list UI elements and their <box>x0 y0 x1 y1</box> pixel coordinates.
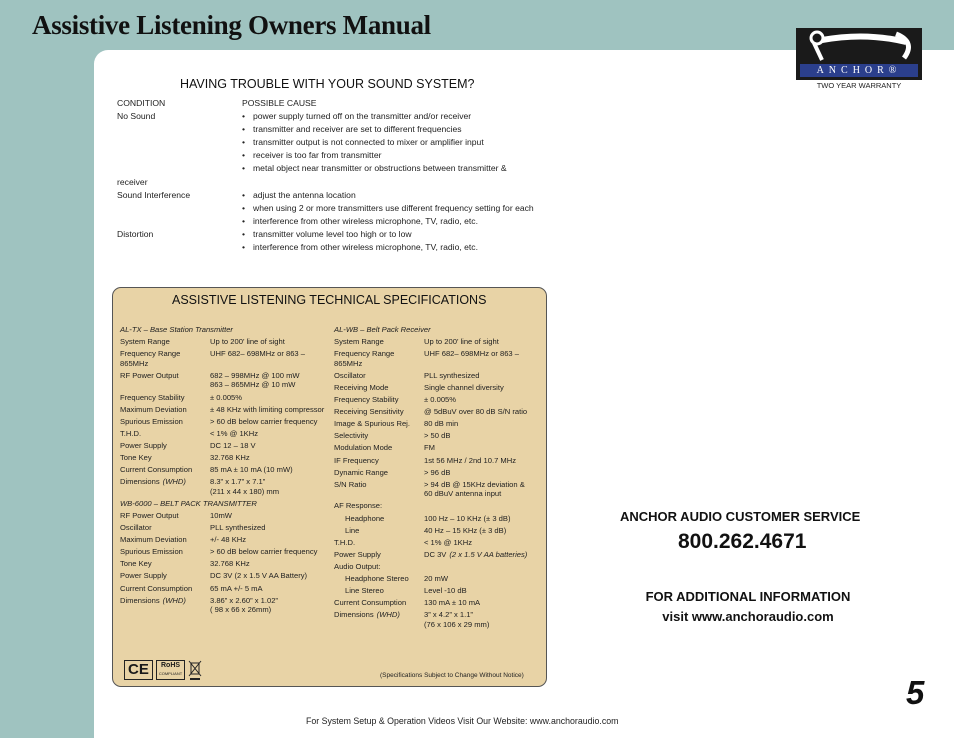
spec-value <box>424 443 534 453</box>
spec-row <box>120 337 332 347</box>
warranty-label: TWO YEAR WARRANTY <box>816 81 902 90</box>
spec-label <box>334 419 424 429</box>
spec-label <box>334 349 424 359</box>
spec-label <box>334 598 424 608</box>
cause-text: when using 2 or more transmitters use different frequency setting for each <box>253 202 534 213</box>
spec-row <box>334 586 534 596</box>
spec-row <box>120 547 332 557</box>
spec-row <box>120 571 332 581</box>
spec-row <box>120 596 332 615</box>
condition-cell: receiver <box>117 176 148 187</box>
spec-value-text: @ 5dBuV over 80 dB S/N ratio <box>424 407 528 417</box>
rohs-mark <box>156 660 185 680</box>
spec-label <box>334 514 424 524</box>
spec-label-text: Selectivity <box>334 431 369 441</box>
spec-value-text: FM <box>424 443 435 453</box>
spec-label-text: Frequency Range <box>334 349 395 359</box>
cause-cell <box>242 202 534 215</box>
spec-value-text: 65 mA +/- 5 mA <box>210 583 263 593</box>
spec-label-text: Modulation Mode <box>334 443 393 453</box>
spec-row <box>120 429 332 439</box>
cause-cell <box>242 149 381 162</box>
spec-value-text: > 96 dB <box>424 467 451 477</box>
spec-value <box>424 468 534 478</box>
spec-value <box>210 465 332 475</box>
spec-row <box>120 559 332 569</box>
spec-value <box>210 337 332 347</box>
spec-section-title: WB-6000 – BELT PACK TRANSMITTER <box>120 498 257 508</box>
spec-value-text: 3” x 4.2” x 1.1” <box>424 610 473 620</box>
spec-value <box>210 523 332 533</box>
bullet-icon: • <box>242 228 246 239</box>
specs-right-column <box>334 325 534 632</box>
spec-value-text: 130 mA ± 10 mA <box>424 598 481 608</box>
spec-row <box>334 456 534 466</box>
spec-value <box>210 405 332 415</box>
spec-label <box>334 383 424 393</box>
spec-label <box>120 441 210 451</box>
spec-value <box>424 610 534 629</box>
spec-label-text: System Range <box>334 337 384 347</box>
spec-row <box>334 349 534 368</box>
cause-text: adjust the antenna location <box>253 189 356 200</box>
spec-row <box>334 574 534 584</box>
spec-label <box>120 405 210 415</box>
spec-label-text: T.H.D. <box>334 537 356 547</box>
spec-value <box>424 456 534 466</box>
spec-label-text: Maximum Deviation <box>120 535 187 545</box>
spec-row <box>334 480 534 499</box>
trouble-row <box>117 215 597 228</box>
spec-label <box>120 523 210 533</box>
trouble-heading: HAVING TROUBLE WITH YOUR SOUND SYSTEM? <box>180 77 475 91</box>
spec-label-text: Power Supply <box>334 549 381 559</box>
cause-cell <box>242 215 478 228</box>
spec-value-text: 32.768 KHz <box>210 559 250 569</box>
spec-label-text: Receiving Sensitivity <box>334 407 404 417</box>
spec-label <box>334 395 424 405</box>
spec-value <box>210 535 332 545</box>
spec-label-text: Headphone Stereo <box>345 573 409 583</box>
more-info-heading: FOR ADDITIONAL INFORMATION <box>645 589 851 604</box>
trouble-table <box>117 97 597 254</box>
specs-heading: ASSISTIVE LISTENING TECHNICAL SPECIFICATIONS <box>172 293 487 307</box>
spec-value-text: 40 Hz – 15 KHz (± 3 dB) <box>424 525 507 535</box>
cause-text: transmitter output is not connected to mixer or amplifier input <box>253 137 484 148</box>
trouble-row <box>117 241 597 254</box>
spec-value-text: ± 0.005% <box>424 395 457 405</box>
spec-row <box>334 468 534 478</box>
spec-label <box>334 610 424 629</box>
spec-value <box>424 598 534 608</box>
spec-section-title: AL-WB – Belt Pack Receiver <box>334 325 431 334</box>
spec-value-text: UHF 682– 698MHz or 863 – 865MHz <box>334 349 519 368</box>
spec-row <box>120 477 332 496</box>
spec-label <box>120 584 210 594</box>
spec-value <box>210 584 332 594</box>
spec-label-text: AF Response: <box>334 501 383 511</box>
page-number: 5 <box>906 674 925 711</box>
spec-value <box>424 395 534 405</box>
spec-label <box>120 349 210 359</box>
cause-cell <box>242 228 412 241</box>
cause-cell <box>242 123 462 136</box>
trouble-row <box>117 189 597 202</box>
spec-label-text: Frequency Range <box>120 349 181 359</box>
spec-value-line2: (211 x 44 x 180) mm <box>210 486 280 496</box>
spec-label-text: Power Supply <box>120 571 167 581</box>
spec-value-text: < 1% @ 1KHz <box>210 428 259 438</box>
bullet-icon: • <box>242 124 246 135</box>
spec-value <box>210 393 332 403</box>
spec-row <box>334 443 534 453</box>
spec-label <box>120 393 210 403</box>
cause-text: interference from other wireless microphone, TV, radio, etc. <box>253 242 478 253</box>
spec-label-text: Dimensions <box>120 595 160 605</box>
spec-value <box>424 431 534 441</box>
spec-value-text: > 50 dB <box>424 431 451 441</box>
spec-value <box>424 371 534 381</box>
spec-label <box>334 443 424 453</box>
spec-label <box>334 407 424 417</box>
spec-label <box>120 535 210 545</box>
spec-label <box>334 456 424 466</box>
spec-label <box>334 480 424 499</box>
trouble-row <box>117 162 597 175</box>
spec-label <box>334 431 424 441</box>
cause-text: transmitter and receiver are set to different frequencies <box>253 124 462 135</box>
spec-label <box>334 501 424 511</box>
bullet-icon: • <box>242 189 246 200</box>
spec-value <box>210 559 332 569</box>
spec-row <box>334 501 534 511</box>
weee-bin-icon <box>188 660 202 680</box>
spec-label-text: Oscillator <box>334 370 366 380</box>
spec-label-text: T.H.D. <box>120 428 142 438</box>
spec-row <box>334 610 534 629</box>
spec-value <box>210 511 332 521</box>
trouble-row <box>117 202 597 215</box>
spec-row <box>120 405 332 415</box>
trouble-row <box>117 149 597 162</box>
spec-row <box>334 371 534 381</box>
spec-label-note: (WHD) <box>162 595 186 605</box>
condition-cell: No Sound <box>117 111 156 122</box>
trouble-header-row <box>117 97 597 110</box>
spec-value-text: 1st 56 MHz / 2nd 10.7 MHz <box>424 455 517 465</box>
cause-cell <box>242 136 484 149</box>
spec-label <box>120 477 210 496</box>
spec-value-line2: (76 x 106 x 29 mm) <box>424 619 490 629</box>
spec-label-text: RF Power Output <box>120 511 179 520</box>
spec-label-text: Line Stereo <box>345 586 384 596</box>
spec-value-text: Up to 200’ line of sight <box>210 337 285 347</box>
spec-value <box>210 371 332 390</box>
bullet-icon: • <box>242 215 246 226</box>
spec-label <box>334 562 424 572</box>
spec-label-text: Spurious Emission <box>120 416 183 426</box>
spec-value <box>424 383 534 393</box>
bullet-icon: • <box>242 150 246 161</box>
spec-row <box>120 453 332 463</box>
bullet-icon: • <box>242 242 246 253</box>
cause-text: power supply turned off on the transmitter and/or receiver <box>253 111 472 122</box>
certification-marks <box>124 660 202 680</box>
spec-value-note: (2 x 1.5 V AA batteries) <box>449 549 528 559</box>
spec-value <box>210 547 332 557</box>
spec-row <box>120 441 332 451</box>
spec-value-text: > 60 dB below carrier frequency <box>210 416 318 426</box>
anchor-icon <box>796 28 922 66</box>
spec-value <box>424 550 534 560</box>
spec-label <box>120 547 210 557</box>
footer-text: For System Setup & Operation Videos Visit Our Website: www.anchoraudio.com <box>306 716 619 726</box>
spec-label <box>120 417 210 427</box>
spec-value-text: ± 48 KHz with limiting compressor <box>210 404 325 414</box>
spec-label <box>334 526 424 536</box>
spec-label-text: Power Supply <box>120 440 167 450</box>
trouble-row <box>117 123 597 136</box>
spec-label <box>120 371 210 390</box>
spec-value <box>424 480 534 499</box>
spec-value-text: PLL synthesized <box>210 523 266 533</box>
cause-cell <box>242 241 478 254</box>
spec-value-text: 32.768 KHz <box>210 453 250 463</box>
spec-label-note: (WHD) <box>162 477 186 487</box>
spec-row <box>334 526 534 536</box>
spec-value <box>210 429 332 439</box>
spec-label-text: RF Power Output <box>120 370 179 380</box>
spec-label <box>120 453 210 463</box>
spec-value-line2: 60 dBuV antenna input <box>424 489 502 499</box>
spec-row <box>120 523 332 533</box>
spec-row <box>334 598 534 608</box>
spec-label-text: System Range <box>120 337 170 347</box>
spec-label-text: Frequency Stability <box>120 392 185 402</box>
spec-value <box>210 596 332 615</box>
spec-label-note: (WHD) <box>376 610 400 620</box>
spec-value-line2: 863 – 865MHz @ 10 mW <box>210 380 296 390</box>
specs-left-column <box>120 325 332 617</box>
spec-value <box>210 571 332 581</box>
spec-row <box>120 584 332 594</box>
spec-label-text: Oscillator <box>120 523 152 533</box>
spec-value-text: < 1% @ 1KHz <box>424 537 473 547</box>
cause-text: transmitter volume level too high or to low <box>253 228 412 239</box>
spec-label-text: Current Consumption <box>334 598 407 608</box>
spec-row <box>334 337 534 347</box>
spec-label-text: Image & Spurious Rej. <box>334 419 410 429</box>
spec-label-text: Current Consumption <box>120 583 193 593</box>
spec-value-text: +/- 48 KHz <box>210 535 247 545</box>
spec-value-text: 20 mW <box>424 573 449 583</box>
spec-value-text: > 60 dB below carrier frequency <box>210 547 318 557</box>
spec-value-text: > 94 dB @ 15KHz deviation & <box>424 479 525 489</box>
spec-label-text: S/N Ratio <box>334 479 367 489</box>
spec-value-text: 3.86” x 2.60” x 1.02” <box>210 595 278 605</box>
customer-service-heading: ANCHOR AUDIO CUSTOMER SERVICE <box>620 509 861 524</box>
spec-value-text: UHF 682– 698MHz or 863 – 865MHz <box>120 349 305 368</box>
spec-value-text: 682 – 998MHz @ 100 mW <box>210 370 300 380</box>
spec-value <box>210 477 332 496</box>
spec-value-text: 80 dB min <box>424 419 459 429</box>
cause-cell <box>242 189 356 202</box>
bullet-icon: • <box>242 137 246 148</box>
spec-label <box>120 511 210 521</box>
spec-row <box>334 562 534 572</box>
spec-value <box>424 337 534 347</box>
spec-value <box>424 526 534 536</box>
spec-value-text: Level -10 dB <box>424 586 467 596</box>
spec-row <box>120 417 332 427</box>
spec-label <box>334 586 424 596</box>
condition-cell: Distortion <box>117 228 154 239</box>
spec-value <box>424 586 534 596</box>
spec-label-text: Dynamic Range <box>334 467 389 477</box>
spec-value-text: DC 3V <box>424 549 447 559</box>
spec-value <box>424 538 534 548</box>
spec-label-text: Audio Output: <box>334 561 381 571</box>
rohs-label: RoHS <box>160 662 181 669</box>
spec-value-text: Up to 200’ line of sight <box>424 337 499 347</box>
cause-text: receiver is too far from transmitter <box>253 150 382 161</box>
cause-cell <box>242 162 507 175</box>
spec-label <box>334 468 424 478</box>
spec-label-text: Tone Key <box>120 453 152 463</box>
spec-value-text: DC 12 – 18 V <box>210 440 256 450</box>
spec-label <box>120 559 210 569</box>
spec-label-text: Tone Key <box>120 559 152 569</box>
spec-row <box>334 383 534 393</box>
spec-label-text: Line <box>345 525 360 535</box>
spec-value <box>210 453 332 463</box>
trouble-row <box>117 228 597 241</box>
spec-value-text: 8.3” x 1.7” x 7.1” <box>210 477 266 487</box>
spec-label-text: Spurious Emission <box>120 547 183 557</box>
spec-value <box>424 562 534 572</box>
spec-row <box>120 371 332 390</box>
trouble-row <box>117 176 597 189</box>
spec-label-text: Current Consumption <box>120 465 193 475</box>
phone-number: 800.262.4671 <box>678 530 807 553</box>
spec-value <box>210 441 332 451</box>
spec-row <box>334 514 534 524</box>
cause-column-header: POSSIBLE CAUSE <box>242 98 317 108</box>
spec-row <box>120 393 332 403</box>
spec-value-text: Single channel diversity <box>424 382 504 392</box>
spec-value-line2: ( 98 x 66 x 26mm) <box>210 605 272 615</box>
specs-disclaimer: (Specifications Subject to Change Without Notice) <box>380 672 524 679</box>
spec-row <box>334 419 534 429</box>
condition-column-header: CONDITION <box>117 98 166 108</box>
rohs-sublabel: COMPLIANT <box>158 671 183 676</box>
spec-row <box>120 511 332 521</box>
spec-row <box>120 535 332 545</box>
condition-cell: Sound Interference <box>117 189 191 200</box>
spec-row <box>334 431 534 441</box>
spec-value-text: 10mW <box>210 511 232 520</box>
spec-label-text: Receiving Mode <box>334 382 389 392</box>
spec-value <box>424 501 534 511</box>
spec-row <box>120 465 332 475</box>
spec-value-text: PLL synthesized <box>424 370 480 380</box>
page-title: Assistive Listening Owners Manual <box>32 10 431 40</box>
spec-label-text: Dimensions <box>120 477 160 487</box>
website-link[interactable]: visit www.anchoraudio.com <box>662 609 834 624</box>
spec-label <box>120 465 210 475</box>
spec-row <box>334 538 534 548</box>
spec-label-text: IF Frequency <box>334 455 379 465</box>
spec-label <box>334 538 424 548</box>
trouble-row <box>117 110 597 123</box>
spec-value-text: ± 0.005% <box>210 392 243 402</box>
spec-label <box>334 337 424 347</box>
spec-row <box>334 395 534 405</box>
spec-section-title: AL-TX – Base Station Transmitter <box>120 325 233 334</box>
ce-mark: CE <box>124 660 153 680</box>
bullet-icon: • <box>242 111 246 122</box>
anchor-logo <box>796 28 922 80</box>
bullet-icon: • <box>242 163 246 174</box>
spec-label-text: Headphone <box>345 513 385 523</box>
spec-row <box>334 550 534 560</box>
spec-value-text: 100 Hz – 10 KHz (± 3 dB) <box>424 513 511 523</box>
spec-value <box>210 417 332 427</box>
more-info-block <box>600 587 896 627</box>
spec-label <box>334 371 424 381</box>
spec-row <box>334 407 534 417</box>
spec-label <box>120 429 210 439</box>
spec-value <box>424 574 534 584</box>
spec-value <box>424 407 534 417</box>
spec-label-text: Dimensions <box>334 610 374 620</box>
spec-label <box>120 337 210 347</box>
trouble-row <box>117 136 597 149</box>
spec-value-text: 85 mA ± 10 mA (10 mW) <box>210 465 293 475</box>
spec-row <box>120 349 332 368</box>
spec-label <box>120 571 210 581</box>
spec-value <box>424 419 534 429</box>
cause-text: interference from other wireless microphone, TV, radio, etc. <box>253 215 478 226</box>
spec-label <box>334 550 424 560</box>
logo-wordmark: ANCHOR® <box>800 64 918 77</box>
spec-value-text: DC 3V (2 x 1.5 V AA Battery) <box>210 571 308 581</box>
cause-cell <box>242 110 471 123</box>
cause-text: metal object near transmitter or obstructions between transmitter & <box>253 163 507 174</box>
spec-label-text: Maximum Deviation <box>120 404 187 414</box>
spec-label <box>334 574 424 584</box>
spec-label-text: Frequency Stability <box>334 395 399 405</box>
spec-value <box>424 514 534 524</box>
spec-label <box>120 596 210 615</box>
bullet-icon: • <box>242 202 246 213</box>
